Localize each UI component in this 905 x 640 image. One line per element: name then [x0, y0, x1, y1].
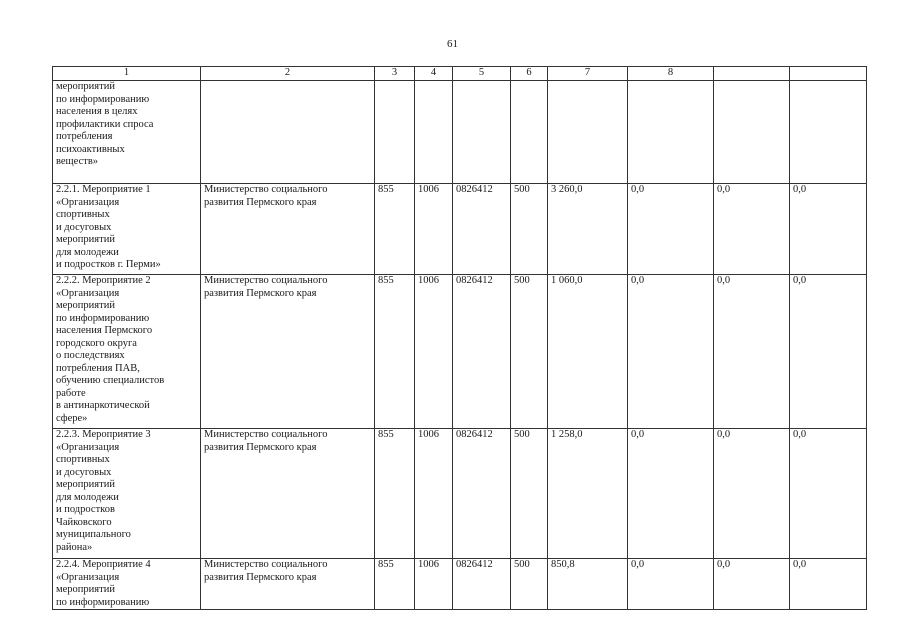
header-cell-9 — [714, 67, 790, 81]
header-cell-7: 7 — [548, 67, 628, 81]
activity-name-cell: 2.2.2. Мероприятие 2 «Организация мероприятий по информированию населения Пермского городского округа о последствиях потребления ПАВ, обучению специалистов работе в антинаркотической сфере» — [53, 275, 201, 429]
amount-cell: 850,8 — [548, 559, 628, 610]
section-cell: 1006 — [415, 559, 453, 610]
executor-cell: Министерство социального развития Пермского края — [201, 184, 375, 275]
grbs-cell — [375, 81, 415, 184]
header-cell-5: 5 — [453, 67, 511, 81]
header-cell-3: 3 — [375, 67, 415, 81]
header-cell-8: 8 — [628, 67, 714, 81]
header-cell-2: 2 — [201, 67, 375, 81]
expense-type-cell: 500 — [511, 559, 548, 610]
section-cell — [415, 81, 453, 184]
value-cell — [628, 81, 714, 184]
target-article-cell: 0826412 — [453, 559, 511, 610]
amount-cell: 1 060,0 — [548, 275, 628, 429]
target-article-cell: 0826412 — [453, 275, 511, 429]
grbs-cell: 855 — [375, 275, 415, 429]
header-cell-6: 6 — [511, 67, 548, 81]
value-cell: 0,0 — [790, 275, 867, 429]
value-cell: 0,0 — [628, 275, 714, 429]
grbs-cell: 855 — [375, 184, 415, 275]
activity-name-cell: 2.2.1. Мероприятие 1 «Организация спортивных и досуговых мероприятий для молодежи и подростков г. Перми» — [53, 184, 201, 275]
value-cell: 0,0 — [790, 184, 867, 275]
expense-type-cell — [511, 81, 548, 184]
section-cell: 1006 — [415, 184, 453, 275]
executor-cell — [201, 81, 375, 184]
header-cell-1: 1 — [53, 67, 201, 81]
grbs-cell: 855 — [375, 559, 415, 610]
section-cell: 1006 — [415, 275, 453, 429]
value-cell: 0,0 — [714, 429, 790, 559]
target-article-cell: 0826412 — [453, 429, 511, 559]
value-cell: 0,0 — [714, 275, 790, 429]
page-number: 61 — [447, 38, 458, 50]
expense-type-cell: 500 — [511, 275, 548, 429]
table-header-row — [53, 67, 867, 81]
value-cell — [714, 81, 790, 184]
expense-type-cell: 500 — [511, 429, 548, 559]
value-cell: 0,0 — [628, 184, 714, 275]
executor-cell: Министерство социального развития Пермского края — [201, 429, 375, 559]
table-row — [53, 81, 867, 184]
value-cell: 0,0 — [790, 429, 867, 559]
amount-cell: 1 258,0 — [548, 429, 628, 559]
amount-cell — [548, 81, 628, 184]
value-cell — [790, 81, 867, 184]
value-cell: 0,0 — [628, 559, 714, 610]
table-row — [53, 429, 867, 559]
header-cell-4: 4 — [415, 67, 453, 81]
executor-cell: Министерство социального развития Пермского края — [201, 275, 375, 429]
value-cell: 0,0 — [790, 559, 867, 610]
value-cell: 0,0 — [714, 184, 790, 275]
amount-cell: 3 260,0 — [548, 184, 628, 275]
activity-name-cell: 2.2.3. Мероприятие 3 «Организация спортивных и досуговых мероприятий для молодежи и подростков Чайковского муниципального района» — [53, 429, 201, 559]
table-row — [53, 275, 867, 429]
target-article-cell: 0826412 — [453, 184, 511, 275]
activity-name-cell: мероприятий по информированию населения в целях профилактики спроса потребления психоактивных веществ» — [53, 81, 201, 184]
activity-name-cell: 2.2.4. Мероприятие 4 «Организация мероприятий по информированию — [53, 559, 201, 610]
header-cell-10 — [790, 67, 867, 81]
section-cell: 1006 — [415, 429, 453, 559]
value-cell: 0,0 — [628, 429, 714, 559]
expense-type-cell: 500 — [511, 184, 548, 275]
value-cell: 0,0 — [714, 559, 790, 610]
table-row — [53, 184, 867, 275]
budget-table — [52, 66, 867, 610]
grbs-cell: 855 — [375, 429, 415, 559]
executor-cell: Министерство социального развития Пермского края — [201, 559, 375, 610]
target-article-cell — [453, 81, 511, 184]
table-row — [53, 559, 867, 610]
